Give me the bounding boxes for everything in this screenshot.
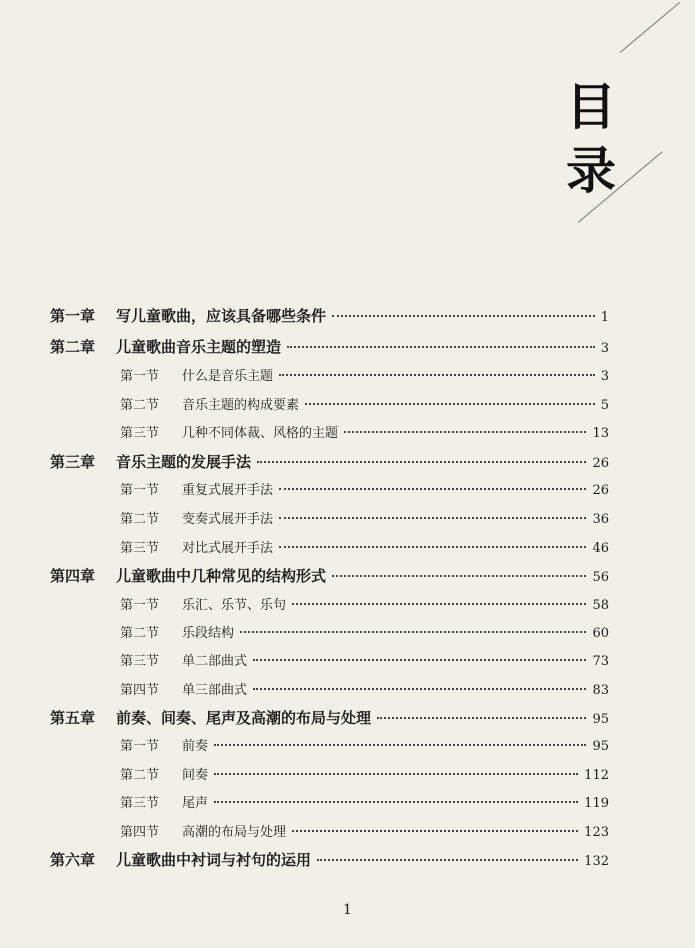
section-number: 第四节 <box>120 683 160 698</box>
chapter-number: 第二章 <box>50 338 96 356</box>
toc-section-row <box>120 594 609 613</box>
toc-chapter-row <box>50 305 609 326</box>
toc-section-row <box>120 622 609 641</box>
section-number: 第一节 <box>120 483 160 498</box>
section-number: 第二节 <box>120 398 160 413</box>
section-title: 高潮的布局与处理 <box>182 825 287 840</box>
toc-section-row <box>120 821 609 840</box>
section-number: 第四节 <box>120 825 160 840</box>
contents-title-char-1: 目 <box>566 77 616 136</box>
section-title: 单二部曲式 <box>182 654 248 669</box>
page-number: 36 <box>592 512 609 527</box>
section-number: 第二节 <box>120 512 160 527</box>
page-number: 119 <box>584 796 609 811</box>
page-number: 3 <box>600 341 609 356</box>
dot-leader <box>292 830 578 832</box>
dot-leader <box>214 744 586 746</box>
section-title: 乐汇、乐节、乐句 <box>182 598 287 613</box>
dot-leader <box>257 461 586 463</box>
toc-section-row <box>120 422 609 441</box>
section-title: 几种不同体裁、风格的主题 <box>182 426 339 441</box>
page-number: 13 <box>592 426 609 441</box>
toc-section-row <box>120 792 609 811</box>
page-number: 132 <box>584 854 609 869</box>
dot-leader <box>214 773 578 775</box>
chapter-title: 儿童歌曲中几种常见的结构形式 <box>116 567 327 585</box>
dot-leader <box>332 315 595 317</box>
section-title: 前奏 <box>182 739 209 754</box>
page-number: 26 <box>592 483 609 498</box>
dot-leader <box>344 431 586 433</box>
toc-section-row <box>120 508 609 527</box>
dot-leader <box>287 346 595 348</box>
chapter-title: 写儿童歌曲，应该具备哪些条件 <box>116 307 327 325</box>
section-title: 什么是音乐主题 <box>182 369 274 384</box>
page-number: 123 <box>584 825 609 840</box>
section-number: 第三节 <box>120 654 160 669</box>
page-number: 58 <box>592 598 609 613</box>
dot-leader <box>214 801 578 803</box>
toc-section-row <box>120 365 609 384</box>
chapter-number: 第一章 <box>50 307 96 325</box>
section-title: 音乐主题的构成要素 <box>182 398 300 413</box>
page-number: 83 <box>592 683 609 698</box>
toc-section-row <box>120 764 609 783</box>
toc-chapter-row <box>50 336 609 357</box>
section-number: 第三节 <box>120 541 160 556</box>
toc-section-row <box>120 650 609 669</box>
page-number-footer: 1 <box>343 902 352 918</box>
section-number: 第二节 <box>120 626 160 641</box>
section-title: 单三部曲式 <box>182 683 248 698</box>
section-number: 第一节 <box>120 598 160 613</box>
page-number: 5 <box>600 398 609 413</box>
toc-section-row <box>120 394 609 413</box>
section-title: 重复式展开手法 <box>182 483 274 498</box>
dot-leader <box>253 688 586 690</box>
toc-chapter-row <box>50 849 609 870</box>
dot-leader <box>317 859 578 861</box>
section-title: 乐段结构 <box>182 626 235 641</box>
toc-chapter-row <box>50 451 609 472</box>
chapter-title: 儿童歌曲中衬词与衬句的运用 <box>116 851 312 869</box>
dot-leader <box>279 488 586 490</box>
page-number: 3 <box>600 369 609 384</box>
chapter-number: 第四章 <box>50 567 96 585</box>
toc-section-row <box>120 679 609 698</box>
section-number: 第一节 <box>120 369 160 384</box>
page-number: 46 <box>592 541 609 556</box>
chapter-title: 儿童歌曲音乐主题的塑造 <box>116 338 282 356</box>
toc-section-row <box>120 735 609 754</box>
dot-leader <box>292 603 586 605</box>
page-number: 26 <box>592 456 609 471</box>
section-title: 间奏 <box>182 768 209 783</box>
decorative-line-top <box>620 2 680 53</box>
dot-leader <box>279 517 586 519</box>
toc-section-row <box>120 537 609 556</box>
page-number: 95 <box>592 712 609 727</box>
section-number: 第一节 <box>120 739 160 754</box>
dot-leader <box>279 546 586 548</box>
section-title: 对比式展开手法 <box>182 541 274 556</box>
dot-leader <box>305 403 595 405</box>
section-number: 第二节 <box>120 768 160 783</box>
page-number: 60 <box>592 626 609 641</box>
page-number: 56 <box>592 570 609 585</box>
toc-section-row <box>120 479 609 498</box>
section-title: 变奏式展开手法 <box>182 512 274 527</box>
contents-title-char-2: 录 <box>566 141 616 200</box>
chapter-title: 音乐主题的发展手法 <box>116 453 252 471</box>
page-number: 95 <box>592 739 609 754</box>
dot-leader <box>240 631 586 633</box>
chapter-title: 前奏、间奏、尾声及高潮的布局与处理 <box>116 709 372 727</box>
chapter-number: 第三章 <box>50 453 96 471</box>
section-title: 尾声 <box>182 796 209 811</box>
page-number: 1 <box>600 310 609 325</box>
dot-leader <box>377 717 586 719</box>
section-number: 第三节 <box>120 796 160 811</box>
dot-leader <box>253 659 586 661</box>
section-number: 第三节 <box>120 426 160 441</box>
dot-leader <box>332 575 586 577</box>
dot-leader <box>279 374 595 376</box>
toc-chapter-row <box>50 565 609 586</box>
chapter-number: 第六章 <box>50 851 96 869</box>
page-number: 73 <box>592 654 609 669</box>
page-number: 112 <box>584 768 609 783</box>
toc-chapter-row <box>50 707 609 728</box>
chapter-number: 第五章 <box>50 709 96 727</box>
